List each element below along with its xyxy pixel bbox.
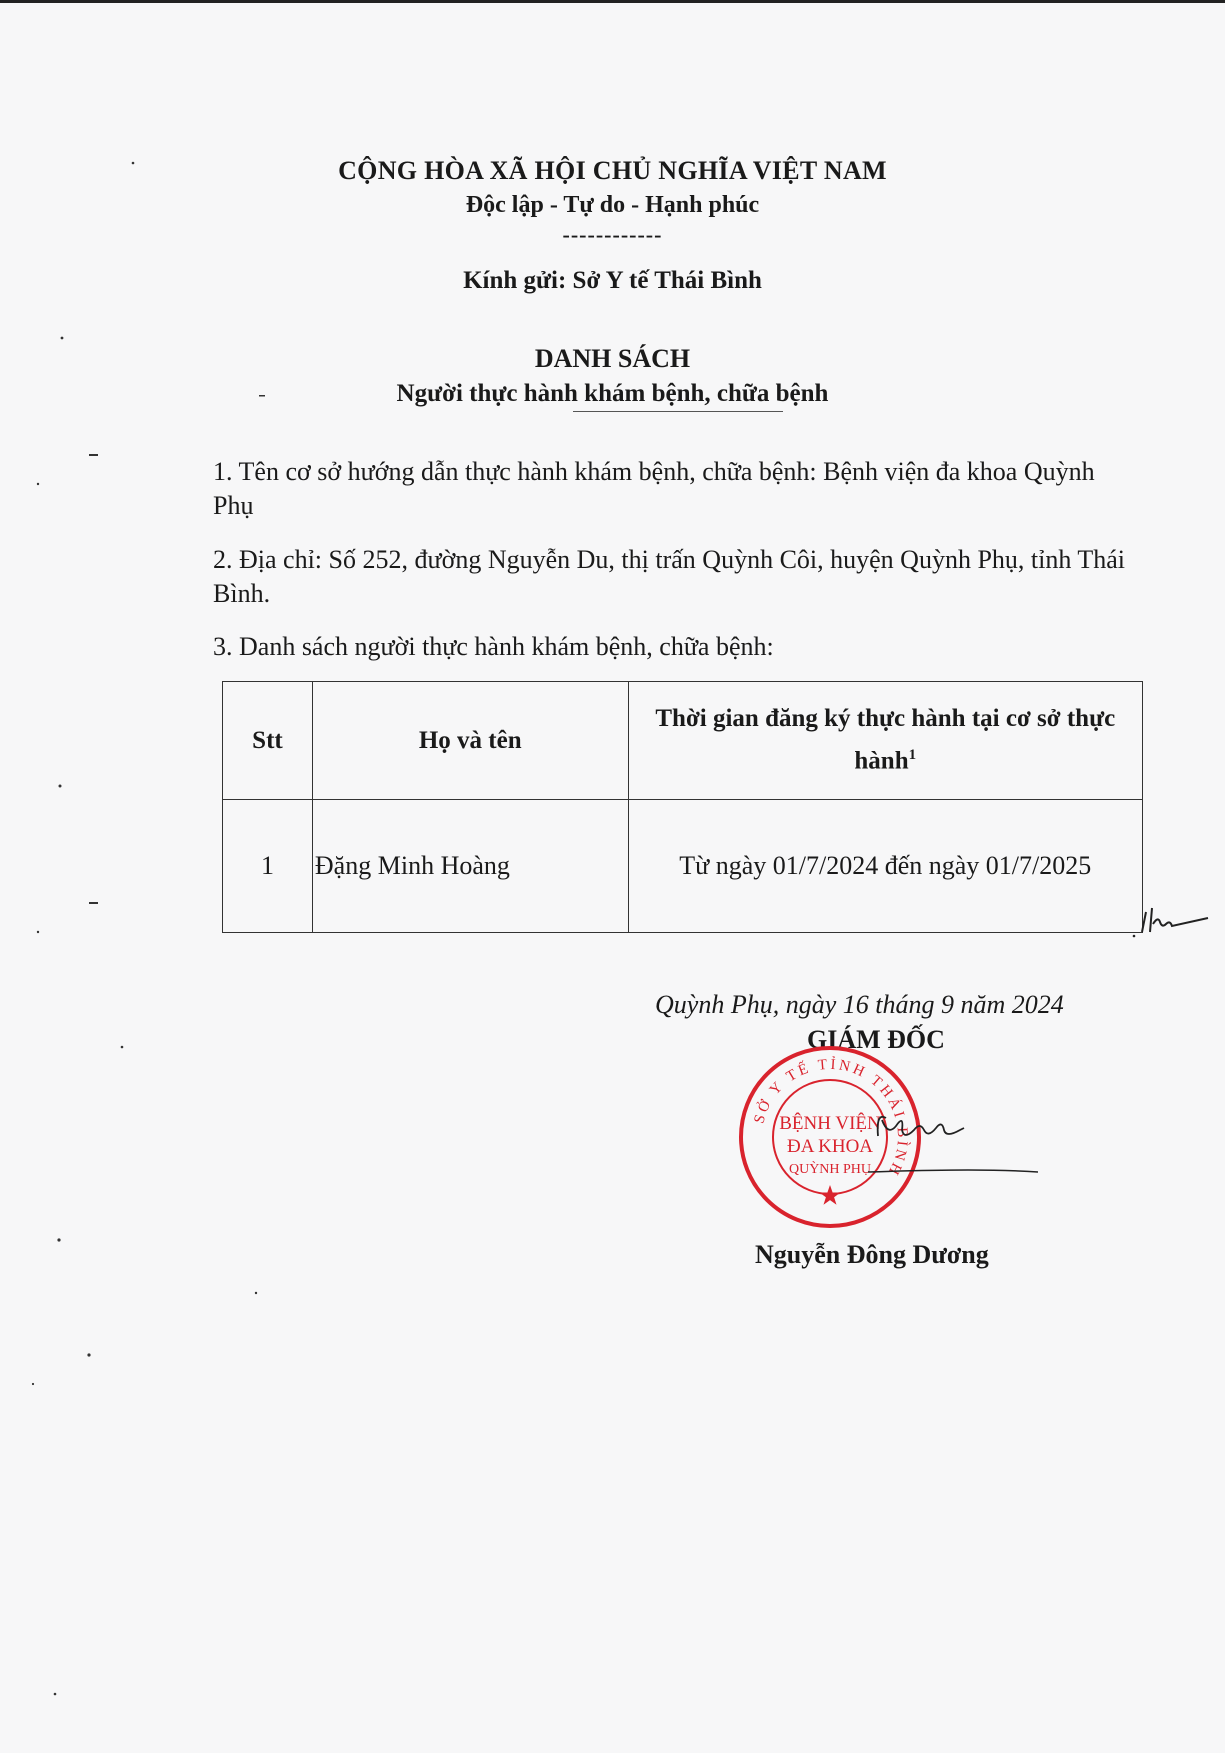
document-title: DANH SÁCH (534, 344, 691, 373)
header-name: Họ và tên (312, 682, 628, 800)
signer-role: GIÁM ĐỐC (807, 1025, 945, 1054)
seal-line-2: ĐA KHOA (786, 1136, 874, 1157)
table-header-row (223, 682, 1143, 800)
national-title: CỘNG HÒA XÃ HỘI CHỦ NGHĨA VIỆT NAM (338, 156, 887, 185)
initial-mark-icon (1120, 890, 1210, 950)
subtitle-underline (573, 411, 783, 412)
header-period (628, 682, 1142, 800)
cell-name: Đặng Minh Hoàng (312, 800, 628, 933)
item-address: 2. Địa chỉ: Số 252, đường Nguyễn Du, thị trấn Quỳnh Côi, huyện Quỳnh Phụ, tỉnh Thái Bình. (213, 545, 1126, 608)
document-subtitle: Người thực hành khám bệnh, chữa bệnh (396, 380, 829, 407)
seal-outer-text: SỞ Y TẾ TỈNH THÁI BÌNH (751, 1056, 911, 1180)
item-facility-name: 1. Tên cơ sở hướng dẫn thực hành khám bệnh, chữa bệnh: Bệnh viện đa khoa Quỳnh Phụ (213, 457, 1095, 520)
cell-period: Từ ngày 01/7/2024 đến ngày 01/7/2025 (628, 800, 1142, 933)
cell-stt: 1 (223, 800, 313, 933)
place-date: Quỳnh Phụ, ngày 16 tháng 9 năm 2024 (655, 990, 1064, 1019)
seal-line-1: BỆNH VIỆN (779, 1113, 881, 1134)
table-row (223, 800, 1143, 933)
header-period-text: Thời gian đăng ký thực hành tại cơ sở thực hành (655, 705, 1116, 775)
header-stt: Stt (223, 682, 313, 800)
item-list-heading: 3. Danh sách người thực hành khám bệnh, chữa bệnh: (213, 632, 774, 661)
handwritten-signature-icon (868, 1100, 1038, 1180)
scan-top-edge (0, 0, 1225, 3)
practitioner-table (222, 681, 1143, 933)
recipient-line: Kính gửi: Sở Y tế Thái Bình (463, 267, 762, 294)
separator: ------------ (562, 222, 663, 247)
signer-name: Nguyễn Đông Dương (755, 1240, 989, 1269)
seal-line-3: QUỲNH PHỤ (788, 1162, 872, 1177)
motto: Độc lập - Tự do - Hạnh phúc (465, 192, 760, 218)
footnote-marker: 1 (908, 747, 917, 764)
